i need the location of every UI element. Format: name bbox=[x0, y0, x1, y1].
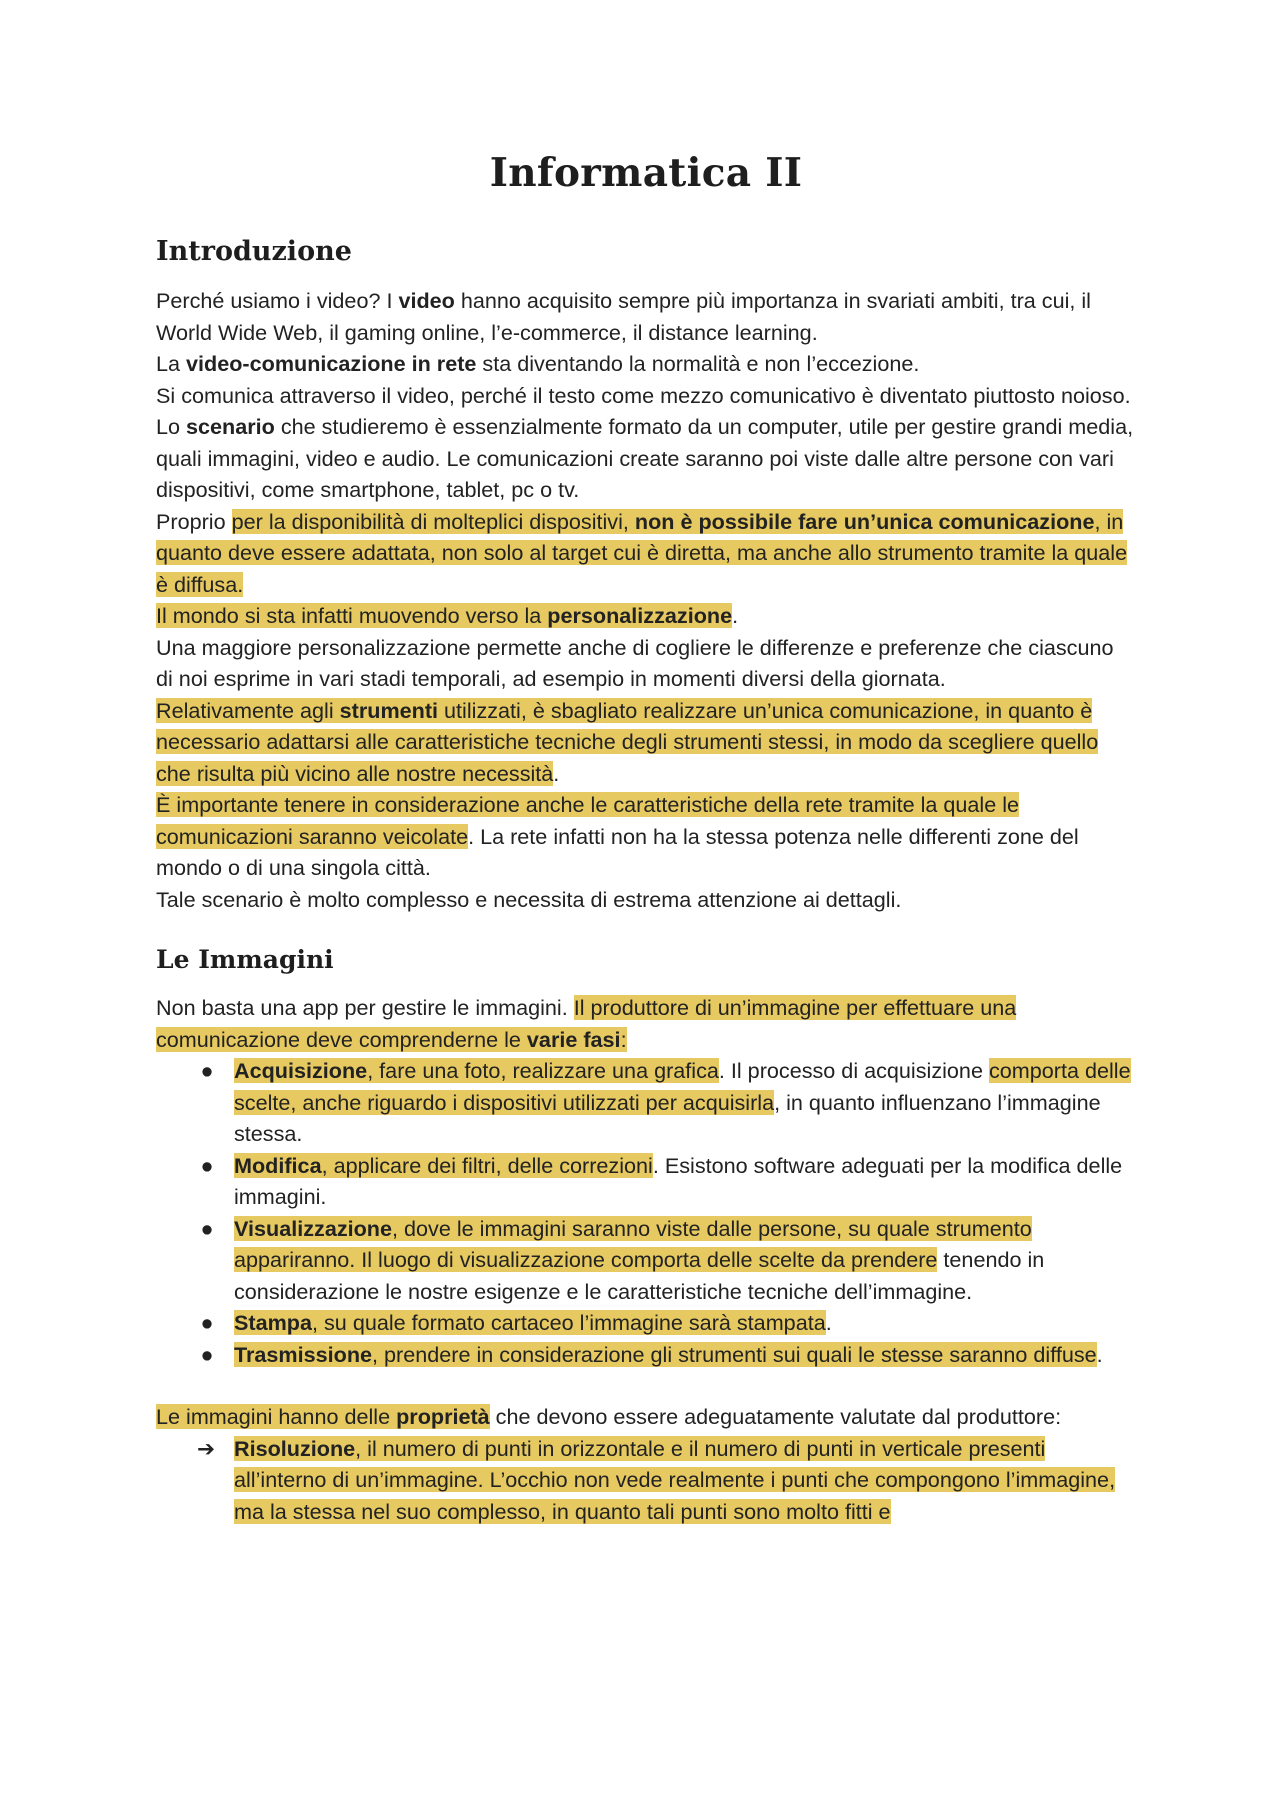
properties-list bbox=[156, 1433, 1136, 1528]
paragraph: Lo scenario che studieremo è essenzialmente formato da un computer, utile per gestire grandi media, quali immagini, video e audio. Le comunicazioni create saranno poi viste dalle altre persone con vari dispositivi, come smartphone, tablet, pc o tv. bbox=[156, 414, 1134, 502]
highlight: Il mondo si sta infatti muovendo verso la bbox=[156, 603, 548, 628]
highlight: , prendere in considerazione gli strumenti sui quali le stesse saranno diffuse bbox=[372, 1341, 1097, 1367]
section-heading-introduzione: Introduzione bbox=[156, 236, 352, 267]
highlight: , in quanto deve essere adattata, non solo al target cui è diretta, ma anche allo strumento tramite la quale è diffusa. bbox=[156, 508, 1128, 597]
highlight: , dove le immagini saranno viste dalle persone, su quale strumento appariranno. Il luogo di visualizzazione comporta delle scelte da prendere bbox=[234, 1215, 1032, 1272]
highlight: comporta delle scelte, anche riguardo i dispositivi utilizzati per acquisirla bbox=[234, 1058, 1131, 1115]
list-item: ● Acquisizione, fare una foto, realizzare una grafica. Il processo di acquisizione comporta delle scelte, anche riguardo i dispositivi utilizzati per acquisirla, in quanto influenzano l’immagine stessa. bbox=[156, 1055, 1136, 1150]
paragraph: Si comunica attraverso il video, perché il testo come mezzo comunicativo è diventato piuttosto noioso. bbox=[156, 382, 1131, 408]
paragraph: Tale scenario è molto complesso e necessita di estrema attenzione ai dettagli. bbox=[156, 886, 902, 912]
arrow-icon: ➔ bbox=[196, 1435, 216, 1461]
highlight: È importante tenere in considerazione anche le caratteristiche della rete tramite la quale le comunicazioni saranno veicolate bbox=[156, 792, 1020, 849]
document-title: Informatica II bbox=[489, 150, 803, 196]
highlight: Acquisizione bbox=[234, 1058, 368, 1083]
document-page bbox=[156, 150, 1136, 1527]
list-item: ● Visualizzazione, dove le immagini saranno viste dalle persone, su quale strumento appariranno. Il luogo di visualizzazione comporta delle scelte da prendere tenendo in considerazione le nostre esigenze e le caratteristiche tecniche dell’immagine. bbox=[156, 1213, 1136, 1308]
highlight: Modifica bbox=[234, 1152, 322, 1178]
highlight: utilizzati, è sbagliato realizzare un’unica comunicazione, in quanto è necessario adattarsi alle caratteristiche tecniche degli strumenti stessi, in modo da scegliere quello che risulta più vicino alle nostre necessità bbox=[156, 697, 1099, 786]
highlight: Risoluzione bbox=[234, 1435, 356, 1461]
highlight: Trasmissione bbox=[234, 1341, 373, 1367]
bullet-icon: ● bbox=[200, 1215, 214, 1241]
section-heading-immagini: Le Immagini bbox=[156, 945, 334, 974]
highlight: non è possibile fare un’unica comunicazione bbox=[634, 508, 1095, 534]
phases-list bbox=[156, 1055, 1136, 1370]
paragraph-highlighted: Non basta una app per gestire le immagini. Il produttore di un’immagine per effettuare una comunicazione deve comprenderne le varie fasi: bbox=[156, 995, 1017, 1052]
highlight: per la disponibilità di molteplici dispositivi, bbox=[231, 508, 635, 534]
bullet-icon: ● bbox=[200, 1058, 214, 1083]
bullet-icon: ● bbox=[200, 1152, 214, 1178]
paragraph: Una maggiore personalizzazione permette anche di cogliere le differenze e preferenze che ciascuno di noi esprime in vari stadi temporali, ad esempio in momenti diversi della giornata. bbox=[156, 634, 1114, 691]
highlight: Stampa bbox=[234, 1310, 313, 1335]
highlight: , su quale formato cartaceo l’immagine sarà stampata bbox=[312, 1310, 826, 1335]
highlight: Le immagini hanno delle bbox=[156, 1404, 397, 1429]
highlight: , fare una foto, realizzare una grafica bbox=[367, 1058, 719, 1083]
list-item bbox=[156, 1433, 1136, 1528]
list-item: ● Modifica, applicare dei filtri, delle correzioni. Esistono software adeguati per la modifica delle immagini. bbox=[156, 1150, 1136, 1213]
list-item: ● Stampa, su quale formato cartaceo l’immagine sarà stampata. bbox=[156, 1307, 1136, 1339]
highlight: : bbox=[620, 1026, 627, 1052]
highlight: varie fasi bbox=[526, 1026, 621, 1052]
bullet-icon: ● bbox=[200, 1341, 214, 1367]
highlight: , applicare dei filtri, delle correzioni bbox=[321, 1152, 653, 1178]
paragraph-highlighted: Proprio per la disponibilità di molteplici dispositivi, non è possibile fare un’unica comunicazione, in quanto deve essere adattata, non solo al target cui è diretta, ma anche allo strumento tramite la quale è diffusa. bbox=[156, 508, 1128, 597]
paragraph: La video-comunicazione in rete sta diventando la normalità e non l’eccezione. bbox=[156, 351, 920, 376]
list-item: ● Trasmissione, prendere in considerazione gli strumenti sui quali le stesse saranno diffuse. bbox=[156, 1339, 1136, 1371]
bullet-icon: ● bbox=[200, 1310, 214, 1335]
highlight: Relativamente agli bbox=[156, 697, 340, 723]
highlight: personalizzazione bbox=[547, 603, 733, 628]
spacer bbox=[156, 1370, 1136, 1401]
highlight: , il numero di punti in orizzontale e il numero di punti in verticale presenti all’interno di un’immagine. L’occhio non vede realmente i punti che compongono l’immagine, ma la stessa nel suo complesso, in quanto tali punti sono molto fitti e bbox=[234, 1435, 1116, 1524]
paragraph-highlighted: È importante tenere in considerazione anche le caratteristiche della rete tramite la quale le comunicazioni saranno veicolate. La rete infatti non ha la stessa potenza nelle differenti zone del mondo o di una singola città. bbox=[156, 792, 1079, 880]
paragraph-highlighted: Le immagini hanno delle proprietà che devono essere adeguatamente valutate dal produttore: bbox=[156, 1404, 1062, 1429]
highlight: proprietà bbox=[396, 1404, 490, 1429]
paragraph-highlighted: Relativamente agli strumenti utilizzati, è sbagliato realizzare un’unica comunicazione, in quanto è necessario adattarsi alle caratteristiche tecniche degli strumenti stessi, in modo da scegliere quello che risulta più vicino alle nostre necessità. bbox=[156, 697, 1099, 786]
paragraph-highlighted: Il mondo si sta infatti muovendo verso la personalizzazione. bbox=[156, 603, 739, 628]
paragraph: Perché usiamo i video? I video hanno acquisito sempre più importanza in svariati ambiti, tra cui, il World Wide Web, il gaming online, l’e-commerce, il distance learning. bbox=[156, 288, 1091, 345]
highlight: Il produttore di un’immagine per effettuare una comunicazione deve comprenderne le bbox=[156, 995, 1017, 1052]
highlight: Visualizzazione bbox=[234, 1215, 393, 1241]
highlight: strumenti bbox=[339, 697, 439, 723]
